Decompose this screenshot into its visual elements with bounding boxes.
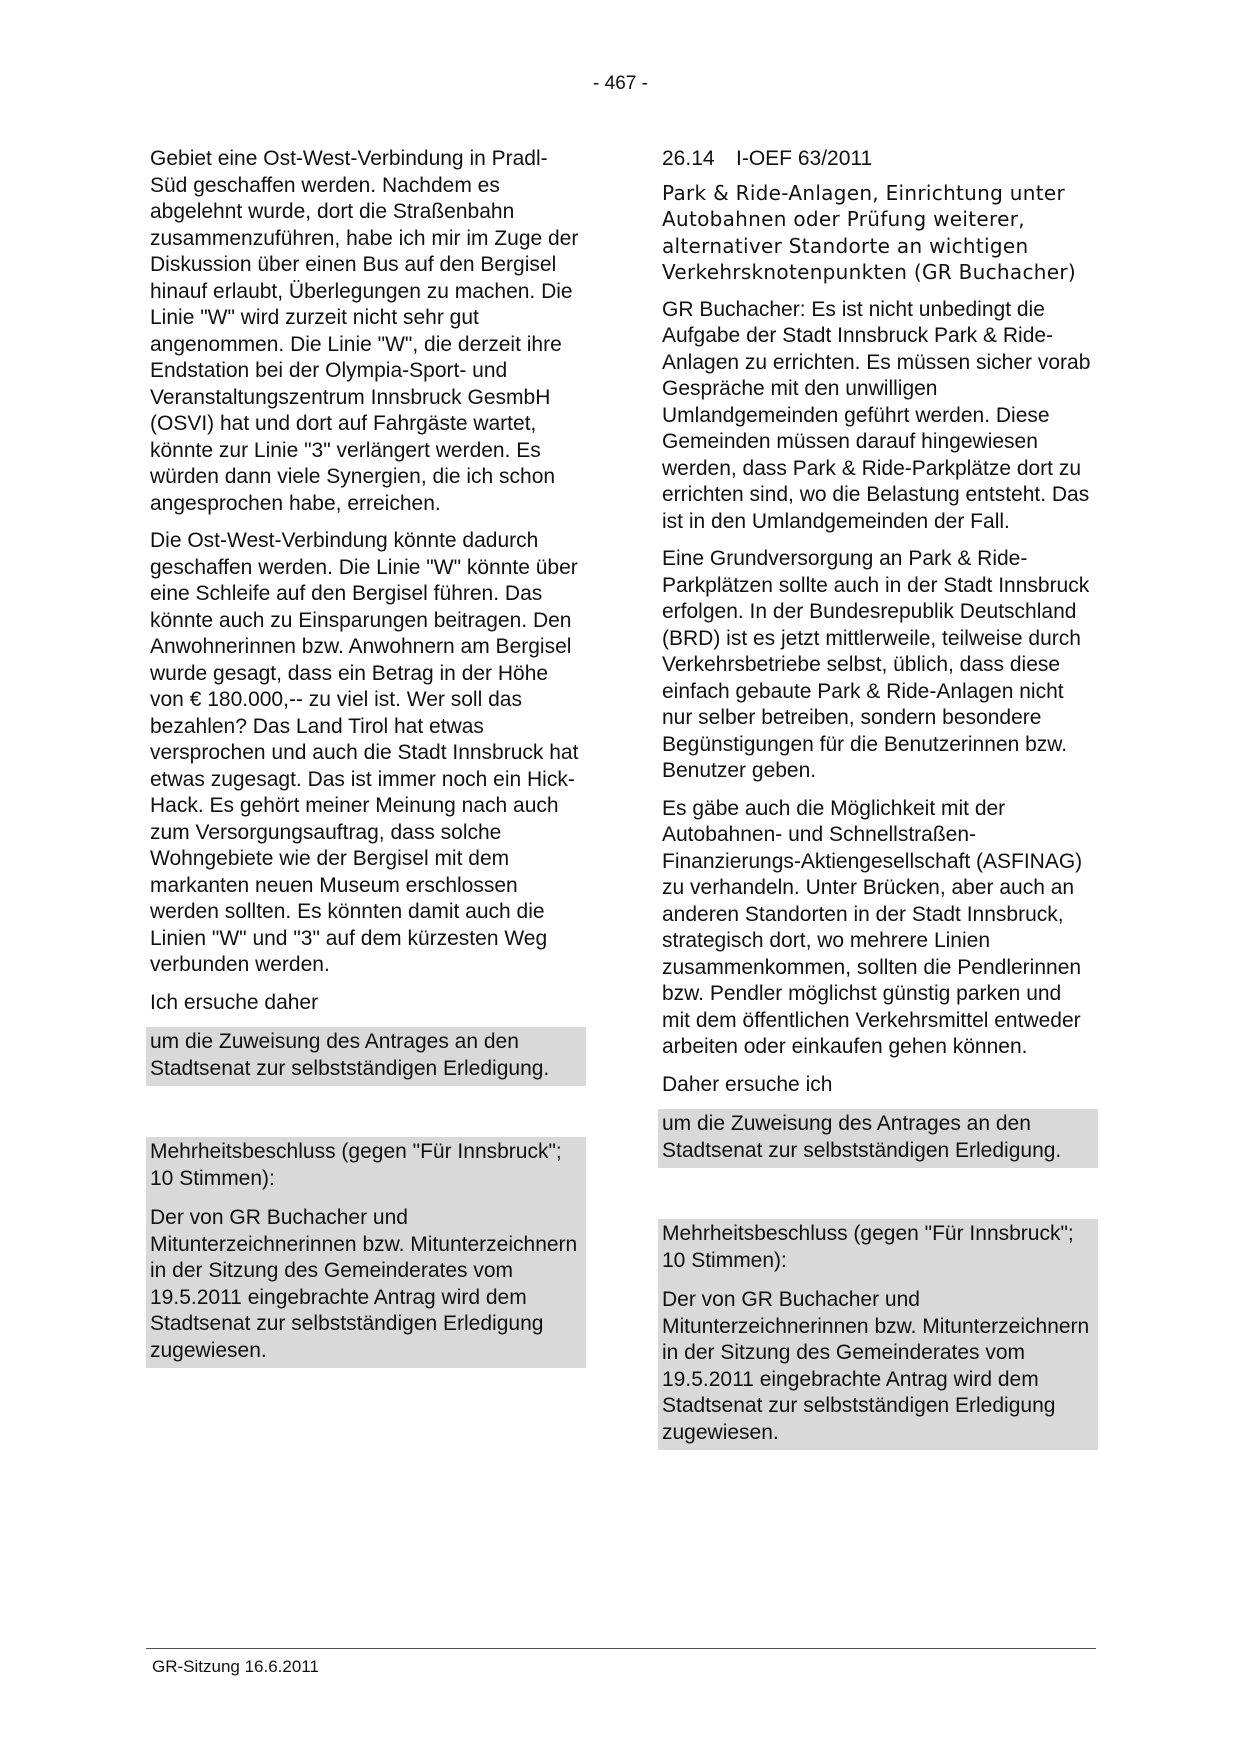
footer-divider [146,1648,1096,1649]
page-number: - 467 - [593,73,648,94]
item-title: Park & Ride-Anlagen, Einrichtung unter Autobahnen oder Prüfung weiterer, alternativer Standorte an wichtigen Verkehrsknotenpunkten (GR Buchacher) [662,180,1076,284]
resolution-text: Der von GR Buchacher und Mitunterzeichnerinnen bzw. Mitunterzeichnern in der Sitzung des Gemeinderates vom 19.5.2011 eingebrachte Antrag wird dem Stadtsenat zur selbstständigen Erledigung zugewiesen. [146,1196,586,1368]
request-box: um die Zuweisung des Antrages an den Stadtsenat zur selbstständigen Erledigung. [146,1027,586,1086]
body-paragraph: Daher ersuche ich [662,1072,833,1096]
item-reference: I-OEF 63/2011 [736,147,873,170]
body-paragraph: Gebiet eine Ost-West-Verbindung in Pradl-Süd geschaffen werden. Nachdem es abgelehnt wurde, dort die Straßenbahn zusammenzuführen, habe ich mir im Zuge der Diskussion über einen Bus auf den Bergisel hinauf erlaubt, Überlegungen zu machen. Die Linie "W" wird zurzeit nicht sehr gut angenommen. Die Linie "W", die derzeit ihre Endstation bei der Olympia-Sport- und Veranstaltungszentrum Innsbruck GesmbH (OSVI) hat und dort auf Fahrgäste wartet, könnte zur Linie "3" verlängert werden. Es würden dann viele Synergien, die ich schon angesprochen habe, erreichen. [150,147,579,515]
footer-text: GR-Sitzung 16.6.2011 [152,1657,319,1676]
body-paragraph: Es gäbe auch die Möglichkeit mit der Autobahnen- und Schnellstraßen-Finanzierungs-Aktiengesellschaft (ASFINAG) zu verhandeln. Unter Brücken, aber auch an anderen Standorten in der Stadt Innsbruck, strategisch dort, wo mehrere Linien zusammenkommen, sollten die Pendlerinnen bzw. Pendler möglichst günstig parken und mit dem öffentlichen Verkehrsmittel entweder arbeiten oder einkaufen gehen können. [662,796,1083,1058]
body-paragraph: Eine Grundversorgung an Park & Ride-Parkplätzen sollte auch in der Stadt Innsbruck erfolgen. In der Bundesrepublik Deutschland (BRD) ist es jetzt mittlerweile, teilweise durch Verkehrsbetriebe selbst, üblich, dass diese einfach gebaute Park & Ride-Anlagen nicht nur selber betreiben, sondern besondere Begünstigungen für die Benutzerinnen bzw. Benutzer geben. [662,547,1090,782]
resolution-title: Mehrheitsbeschluss (gegen "Für Innsbruck"; 10 Stimmen): [658,1219,1098,1278]
body-paragraph: Ich ersuche daher [150,990,319,1014]
body-paragraph: Die Ost-West-Verbindung könnte dadurch geschaffen werden. Die Linie "W" könnte über eine Schleife auf den Bergisel führen. Das könnte auch zu Einsparungen beitragen. Den Anwohnerinnen bzw. Anwohnern am Bergisel wurde gesagt, dass ein Betrag in der Höhe von € 180.000,-- zu viel ist. Wer soll das bezahlen? Das Land Tirol hat etwas versprochen und auch die Stadt Innsbruck hat etwas zugesagt. Das ist immer noch ein Hick-Hack. Es gehört meiner Meinung nach auch zum Versorgungsauftrag, dass solche Wohngebiete wie der Bergisel mit dem markanten neuen Museum erschlossen werden sollten. Es könnten damit auch die Linien "W" und "3" auf dem kürzesten Weg verbunden werden. [150,529,579,976]
resolution-block [658,1219,1098,1450]
left-column [146,146,586,1379]
body-paragraph: GR Buchacher: Es ist nicht unbedingt die Aufgabe der Stadt Innsbruck Park & Ride-Anlagen zu errichten. Es müssen sicher vorab Gespräche mit den unwilligen Umlandgemeinden geführt werden. Diese Gemeinden müssen darauf hingewiesen werden, dass Park & Ride-Parkplätze dort zu errichten sind, wo die Belastung entsteht. Das ist in den Umlandgemeinden der Fall. [662,297,1091,533]
resolution-block [146,1137,586,1368]
item-number: 26.14 [662,147,715,170]
resolution-title: Mehrheitsbeschluss (gegen "Für Innsbruck"; 10 Stimmen): [146,1137,586,1196]
request-box: um die Zuweisung des Antrages an den Stadtsenat zur selbstständigen Erledigung. [658,1109,1098,1168]
agenda-item-header [658,146,1098,173]
resolution-text: Der von GR Buchacher und Mitunterzeichnerinnen bzw. Mitunterzeichnern in der Sitzung des Gemeinderates vom 19.5.2011 eingebrachte Antrag wird dem Stadtsenat zur selbstständigen Erledigung zugewiesen. [658,1278,1098,1450]
right-column [658,146,1098,1461]
